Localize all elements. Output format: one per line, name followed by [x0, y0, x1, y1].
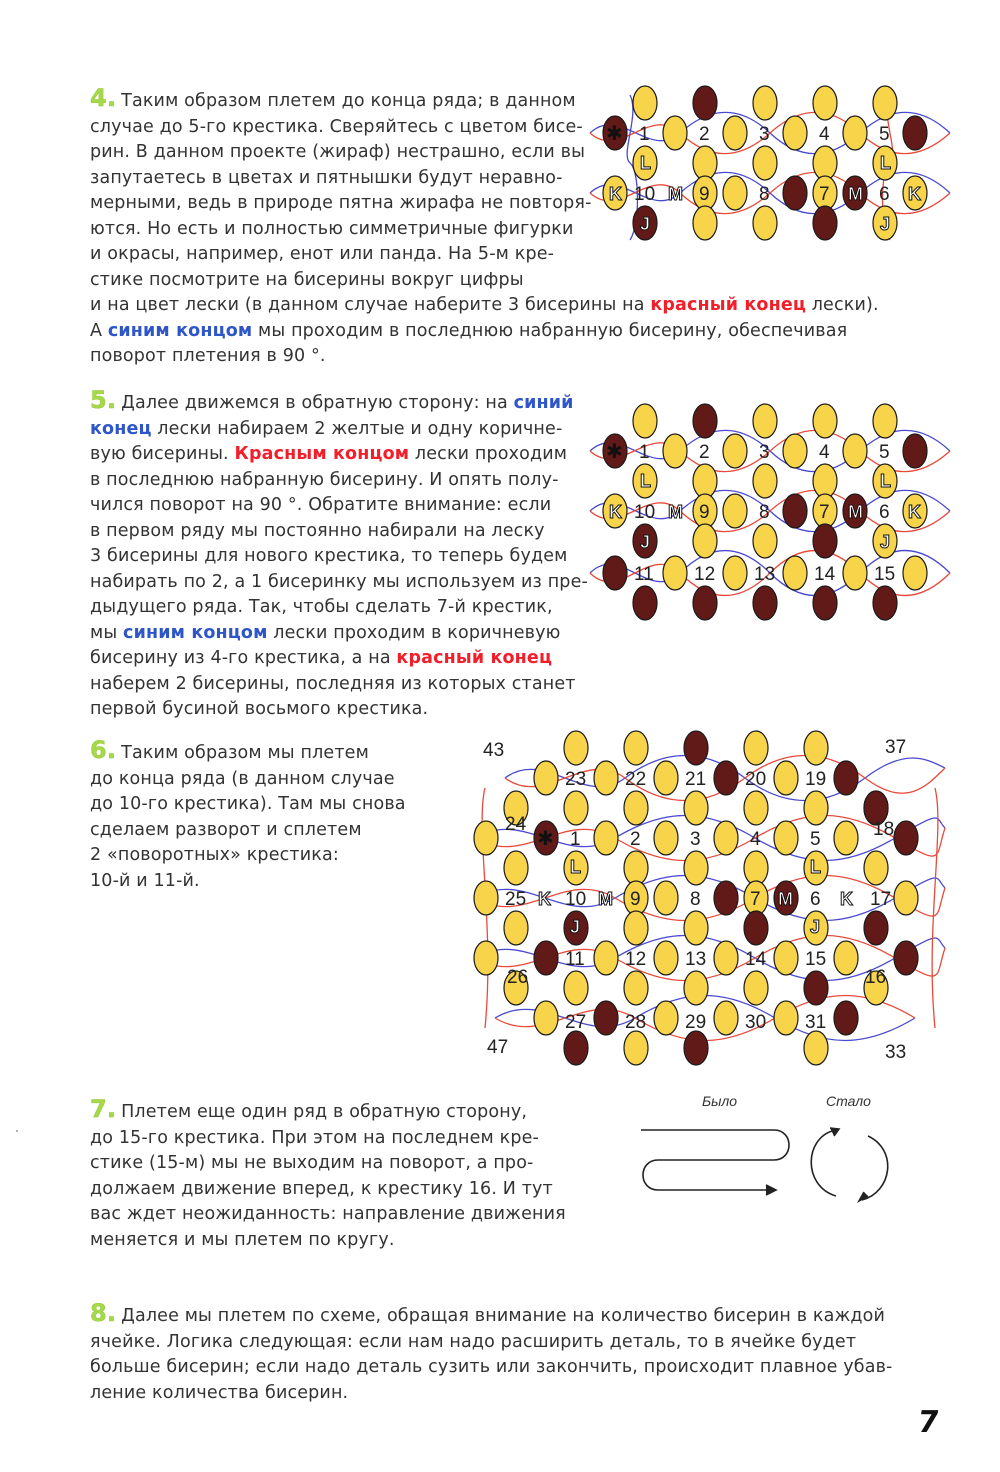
- text-segment: запутаетесь в цветах и пятнышки будут неравно-: [90, 167, 563, 188]
- text-line: [90, 672, 588, 698]
- text-line: [90, 1126, 566, 1152]
- bead-diagram-step-5: [590, 403, 950, 628]
- cross-number: 2: [630, 829, 641, 850]
- text-line: [90, 869, 406, 895]
- letter-j: J: [810, 917, 821, 937]
- after-label: Стало: [826, 1093, 871, 1109]
- side-number: 26: [507, 967, 529, 988]
- cross-number: 1: [639, 124, 650, 145]
- cross-number: 14: [814, 564, 836, 585]
- cross-number: 7: [819, 184, 830, 205]
- letter-j: J: [570, 917, 581, 937]
- text-line: [90, 544, 588, 570]
- text-segment: дыдущего ряда. Так, чтобы сделать 7-й крестик,: [90, 597, 553, 617]
- text-segment: чился поворот на 90 °. Обратите внимание: если: [90, 495, 552, 515]
- letter-l: L: [640, 471, 651, 491]
- text-segment: в последнюю набранную бисерину. И опять полу-: [90, 469, 559, 490]
- letter-m: M: [598, 889, 613, 909]
- text-segment: поворот плетения в 90 °.: [90, 346, 326, 366]
- text-line: [90, 1355, 893, 1381]
- cross-number: 15: [874, 564, 896, 585]
- letter-j: J: [880, 214, 891, 234]
- text-segment: лески проходим: [409, 444, 568, 464]
- direction-diagram: [636, 1088, 896, 1228]
- text-segment: сделаем разворот и сплетем: [90, 819, 362, 840]
- text-segment: лески набираем 2 желтые и одну коричне-: [151, 418, 563, 439]
- letter-m: M: [668, 184, 683, 204]
- circular-arrow-icon: [811, 1128, 887, 1201]
- cross-number: 4: [750, 829, 761, 850]
- side-number: 47: [487, 1037, 509, 1058]
- text-segment: мерными, ведь в природе пятна жирафа не повторя-: [90, 193, 592, 213]
- text-segment: вую бисерины.: [90, 444, 235, 464]
- text-line: [90, 767, 406, 793]
- text-line: [90, 1381, 893, 1407]
- cross-number: 22: [625, 769, 647, 790]
- bead-diagram-step-6: [465, 728, 955, 1068]
- text-segment: стике посмотрите на бисерины вокруг цифры: [90, 269, 524, 290]
- cross-number: 3: [690, 829, 701, 850]
- letter-l: L: [810, 857, 821, 877]
- cross-number: 2: [699, 124, 710, 145]
- text-segment: первой бусиной восьмого крестика.: [90, 699, 429, 719]
- cross-number: 17: [870, 889, 892, 910]
- text-segment: в первом ряду мы постоянно набирали на леску: [90, 520, 545, 541]
- text-line: [90, 1097, 566, 1126]
- bead-diagram-step-4: [590, 85, 950, 250]
- cross-number: 11: [565, 949, 585, 970]
- text-segment: набирать по 2, а 1 бисеринку мы используем из пре-: [90, 571, 588, 592]
- side-number: 18: [873, 819, 895, 840]
- cross-number: 5: [879, 442, 890, 463]
- blue-end-term: синий: [513, 393, 574, 413]
- text-line: [90, 519, 588, 545]
- cross-number: 1: [570, 829, 581, 850]
- side-number: 43: [483, 740, 505, 761]
- cross-number: 14: [745, 949, 767, 970]
- text-segment: Таким образом мы плетем: [121, 743, 369, 763]
- letter-k: K: [609, 184, 622, 204]
- letter-j: J: [640, 532, 651, 552]
- step-number: 6.: [90, 736, 117, 764]
- text-segment: ячейке. Логика следующая: если нам надо расширить деталь, то в ячейке будет: [90, 1331, 857, 1352]
- blue-end-term: синим концом: [123, 622, 268, 643]
- text-segment: и на цвет лески (в данном случае наберите 3 бисерины на: [90, 295, 651, 315]
- cross-number: 13: [754, 564, 776, 585]
- cross-number: 12: [694, 564, 716, 585]
- red-end-term: Красным концом: [234, 444, 410, 464]
- cross-number: 7: [819, 502, 830, 523]
- text-line: [90, 621, 588, 647]
- side-number: 24: [505, 814, 527, 835]
- text-line: [90, 417, 588, 443]
- step-6-text: [90, 738, 406, 894]
- step-7-text: [90, 1097, 566, 1253]
- letter-k: K: [840, 889, 853, 909]
- cross-number: 15: [805, 949, 827, 970]
- text-segment: Плетем еще один ряд в обратную сторону,: [121, 1102, 528, 1122]
- text-line: [90, 293, 879, 319]
- cross-number: 10: [634, 502, 656, 523]
- text-line: [90, 1228, 566, 1254]
- letter-m: M: [668, 502, 683, 522]
- cross-number: 23: [565, 769, 587, 790]
- text-segment: меняется и мы плетем по кругу.: [90, 1229, 395, 1250]
- text-segment: больше бисерин; если надо деталь сузить или закончить, происходит плавное убав-: [90, 1357, 893, 1377]
- letter-k: K: [609, 502, 622, 522]
- step-number: 7.: [90, 1095, 117, 1123]
- text-segment: рин. В данном проекте (жираф) нестрашно, если вы: [90, 142, 586, 162]
- text-segment: наберем 2 бисерины, последняя из которых станет: [90, 673, 576, 694]
- text-segment: должаем движение вперед, к крестику 16. И тут: [90, 1178, 553, 1199]
- cross-number: 8: [759, 502, 770, 523]
- stray-dot: [16, 1130, 18, 1132]
- cross-number: 19: [805, 769, 827, 790]
- letter-j: J: [880, 532, 891, 552]
- text-line: [90, 570, 588, 596]
- text-segment: ются. Но есть и полностью симметричные фигурки: [90, 218, 574, 239]
- text-line: [90, 646, 588, 672]
- serpentine-arrow-icon: [641, 1130, 789, 1195]
- text-line: [90, 1177, 566, 1203]
- cross-number: 10: [565, 889, 587, 910]
- text-line: [90, 792, 406, 818]
- text-segment: до 15-го крестика. При этом на последнем кре-: [90, 1127, 539, 1148]
- before-label: Было: [702, 1093, 738, 1109]
- cross-number: 25: [505, 889, 527, 910]
- cross-number: 6: [879, 184, 890, 205]
- text-line: [90, 468, 588, 494]
- cross-number: 27: [565, 1012, 587, 1033]
- step-5-text: [90, 388, 588, 723]
- text-segment: 2 «поворотных» крестика:: [90, 845, 339, 865]
- step-number: 5.: [90, 386, 117, 414]
- text-line: [90, 1151, 566, 1177]
- cross-number: 5: [879, 124, 890, 145]
- text-segment: мы проходим в последнюю набранную бисерину, обеспечивая: [252, 320, 848, 341]
- cross-number: 3: [759, 442, 770, 463]
- text-segment: вас ждет неожиданность: направление движения: [90, 1204, 566, 1224]
- text-segment: Таким образом плетем до конца ряда; в данном: [121, 91, 576, 111]
- letter-l: L: [570, 857, 581, 877]
- cross-number: 10: [634, 184, 656, 205]
- text-line: [90, 697, 588, 723]
- text-segment: до конца ряда (в данном случае: [90, 768, 395, 789]
- text-line: [90, 388, 588, 417]
- cross-number: 6: [879, 502, 890, 523]
- text-segment: стике (15-м) мы не выходим на поворот, а про-: [90, 1153, 534, 1173]
- text-segment: Далее движемся в обратную сторону: на: [121, 393, 514, 413]
- letter-m: M: [848, 502, 863, 522]
- text-line: [90, 344, 879, 370]
- letter-k: K: [908, 502, 921, 522]
- cross-number: 5: [810, 829, 821, 850]
- text-line: [90, 818, 406, 844]
- text-segment: бисерину из 4-го крестика, а на: [90, 648, 397, 668]
- letter-j: J: [640, 214, 651, 234]
- step-8-text: [90, 1301, 893, 1406]
- text-segment: и окрасы, например, енот или панда. На 5-м кре-: [90, 244, 555, 264]
- cross-number: 7: [750, 889, 761, 910]
- text-line: [90, 738, 406, 767]
- cross-number: 9: [630, 889, 641, 910]
- text-segment: лески проходим в коричневую: [267, 622, 561, 643]
- text-segment: А: [90, 320, 108, 341]
- letter-l: L: [880, 153, 891, 173]
- cross-number: 12: [625, 949, 647, 970]
- letter-k: K: [908, 184, 921, 204]
- cross-number: 21: [685, 769, 707, 790]
- letter-m: M: [778, 889, 793, 909]
- blue-end-term: конец: [90, 418, 152, 439]
- cross-number: 9: [699, 502, 710, 523]
- letter-l: L: [640, 153, 651, 173]
- letter-k: K: [538, 889, 551, 909]
- star-icon: ✱: [606, 123, 623, 145]
- cross-number: 6: [810, 889, 821, 910]
- text-segment: 3 бисерины для нового крестика, то теперь будем: [90, 546, 568, 566]
- cross-number: 31: [805, 1012, 827, 1033]
- star-icon: ✱: [606, 441, 623, 463]
- cross-number: 29: [685, 1012, 707, 1033]
- text-line: [90, 1301, 893, 1330]
- letter-m: M: [848, 184, 863, 204]
- cross-number: 28: [625, 1012, 647, 1033]
- cross-number: 20: [745, 769, 767, 790]
- cross-number: 13: [685, 949, 707, 970]
- side-number: 37: [885, 737, 907, 758]
- cross-number: 2: [699, 442, 710, 463]
- side-number: 33: [885, 1042, 907, 1063]
- step-number: 4.: [90, 84, 117, 112]
- text-line: [90, 493, 588, 519]
- text-segment: 10-й и 11-й.: [90, 870, 200, 891]
- cross-number: 4: [819, 442, 830, 463]
- cross-number: 8: [759, 184, 770, 205]
- blue-end-term: синим концом: [107, 320, 253, 341]
- text-line: [90, 1330, 893, 1356]
- text-line: [90, 1202, 566, 1228]
- cross-number: 4: [819, 124, 830, 145]
- text-line: [90, 843, 406, 869]
- page-number: 7: [915, 1405, 942, 1440]
- cross-number: 9: [699, 184, 710, 205]
- cross-number: 11: [634, 564, 654, 585]
- red-end-term: красный конец: [396, 648, 553, 668]
- text-segment: случае до 5-го крестика. Сверяйтесь с цветом бисе-: [90, 116, 583, 137]
- text-segment: лески).: [805, 295, 879, 315]
- step-number: 8.: [90, 1299, 117, 1327]
- text-segment: Далее мы плетем по схеме, обращая внимание на количество бисерин в каждой: [121, 1306, 886, 1326]
- text-segment: до 10-го крестика). Там мы снова: [90, 794, 406, 814]
- text-line: [90, 268, 879, 294]
- red-end-term: красный конец: [650, 295, 806, 315]
- cross-number: 8: [690, 889, 701, 910]
- cross-number: 1: [639, 442, 650, 463]
- cross-number: 3: [759, 124, 770, 145]
- cross-number: 30: [745, 1012, 767, 1033]
- star-icon: ✱: [537, 828, 554, 850]
- text-line: [90, 442, 588, 468]
- text-line: [90, 319, 879, 345]
- text-line: [90, 595, 588, 621]
- letter-l: L: [880, 471, 891, 491]
- text-segment: ление количества бисерин.: [90, 1382, 349, 1403]
- text-segment: мы: [90, 622, 124, 643]
- side-number: 16: [865, 967, 887, 988]
